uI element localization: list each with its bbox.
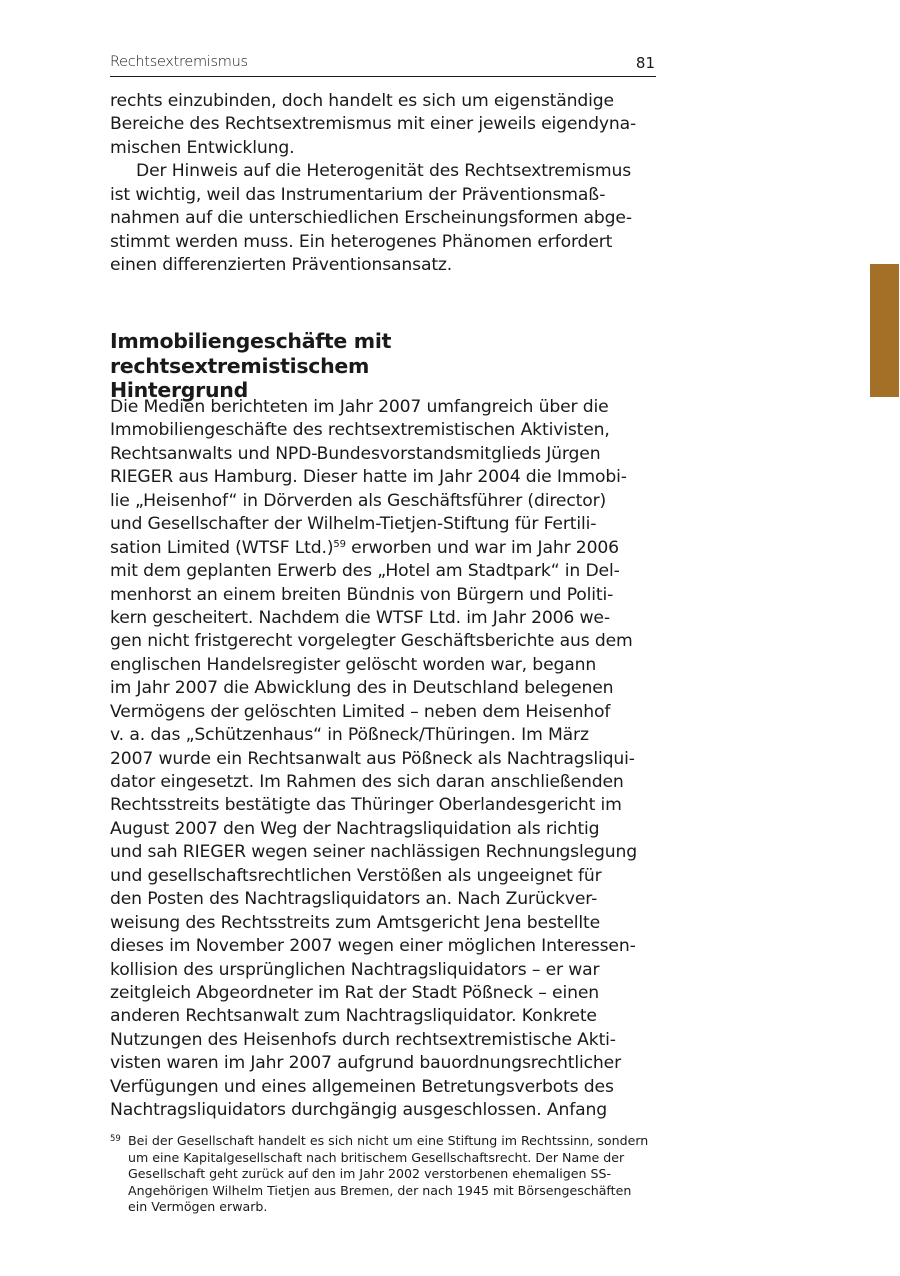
text-line: im Jahr 2007 die Abwicklung des in Deutschland belegenen bbox=[110, 678, 614, 699]
text-line: englischen Handelsregister gelöscht worden war, begann bbox=[110, 654, 597, 675]
text-line: und gesellschaftsrechtlichen Verstößen als ungeeignet für bbox=[110, 865, 602, 886]
section-heading-line: Hintergrund bbox=[110, 378, 248, 402]
intro-paragraphs bbox=[110, 90, 656, 278]
running-head-title: Rechtsextremismus bbox=[110, 54, 248, 70]
text-segment: sation Limited (WTSF Ltd.) bbox=[110, 537, 334, 558]
text-line: anderen Rechtsanwalt zum Nachtragsliquidator. Konkrete bbox=[110, 1006, 597, 1027]
section-heading bbox=[110, 329, 656, 403]
text-line bbox=[110, 537, 656, 560]
text-line: menhorst an einem breiten Bündnis von Bürgern und Politi- bbox=[110, 584, 614, 605]
text-line: Rechtsstreits bestätigte das Thüringer Oberlandesgericht im bbox=[110, 795, 622, 816]
text-line: August 2007 den Weg der Nachtragsliquidation als richtig bbox=[110, 818, 600, 839]
text-line: Nutzungen des Heisenhofs durch rechtsextremistische Akti- bbox=[110, 1029, 616, 1050]
footnote bbox=[110, 1133, 656, 1216]
chapter-thumb-tab bbox=[870, 264, 899, 397]
text-line: zeitgleich Abgeordneter im Rat der Stadt Pößneck – einen bbox=[110, 982, 599, 1003]
text-line: Verfügungen und eines allgemeinen Betretungsverbots des bbox=[110, 1076, 614, 1097]
footnote-reference[interactable]: 59 bbox=[333, 538, 346, 550]
footnote-line: um eine Kapitalgesellschaft nach britischem Gesellschaftsrecht. Der Name der bbox=[128, 1149, 625, 1165]
footnote-line: Gesellschaft geht zurück auf den im Jahr 2002 verstorbenen ehemaligen SS- bbox=[128, 1166, 612, 1182]
text-line: Der Hinweis auf die Heterogenität des Rechtsextremismus bbox=[136, 161, 632, 182]
page-number: 81 bbox=[635, 54, 655, 72]
footnote-line: Angehörigen Wilhelm Tietjen aus Bremen, der nach 1945 mit Börsengeschäften bbox=[128, 1182, 632, 1198]
text-segment: erworben und war im Jahr 2006 bbox=[345, 537, 619, 558]
text-line: dieses im November 2007 wegen einer möglichen Interessen- bbox=[110, 936, 636, 957]
text-line: und sah RIEGER wegen seiner nachlässigen Rechnungslegung bbox=[110, 842, 638, 863]
text-line: ist wichtig, weil das Instrumentarium der Präventionsmaß- bbox=[110, 184, 606, 205]
footnote-marker: 59 bbox=[110, 1134, 121, 1144]
footnote-line bbox=[110, 1133, 656, 1150]
section-heading-line: Immobiliengeschäfte mit rechtsextremistischem bbox=[110, 329, 392, 378]
footnote-text: Bei der Gesellschaft handelt es sich nicht um eine Stiftung im Rechtssinn, sondern bbox=[128, 1133, 649, 1148]
section-paragraph bbox=[110, 396, 656, 1123]
text-line: Immobiliengeschäfte des rechtsextremistischen Aktivisten, bbox=[110, 420, 610, 441]
text-line: mischen Entwicklung. bbox=[110, 137, 295, 158]
text-line: mit dem geplanten Erwerb des „Hotel am Stadtpark“ in Del- bbox=[110, 561, 620, 582]
text-line: RIEGER aus Hamburg. Dieser hatte im Jahr 2004 die Immobi- bbox=[110, 467, 627, 488]
text-line: visten waren im Jahr 2007 aufgrund bauordnungsrechtlicher bbox=[110, 1053, 622, 1074]
text-line: kollision des ursprünglichen Nachtragsliquidators – er war bbox=[110, 959, 600, 980]
footnote-line: ein Vermögen erwarb. bbox=[128, 1199, 268, 1215]
text-line: kern gescheitert. Nachdem die WTSF Ltd. im Jahr 2006 we- bbox=[110, 607, 610, 628]
text-line: dator eingesetzt. Im Rahmen des sich daran anschließenden bbox=[110, 772, 624, 792]
text-line: gen nicht fristgerecht vorgelegter Geschäftsberichte aus dem bbox=[110, 631, 633, 652]
text-line: Rechtsanwalts und NPD-Bundesvorstandsmitglieds Jürgen bbox=[110, 443, 601, 464]
text-line: den Posten des Nachtragsliquidators an. Nach Zurückver- bbox=[110, 889, 598, 910]
text-line: Nachtragsliquidators durchgängig ausgeschlossen. Anfang bbox=[110, 1100, 608, 1121]
text-line: und Gesellschafter der Wilhelm-Tietjen-Stiftung für Fertili- bbox=[110, 514, 597, 535]
text-line: Vermögens der gelöschten Limited – neben dem Heisenhof bbox=[110, 701, 611, 722]
running-head bbox=[110, 54, 656, 77]
text-line: stimmt werden muss. Ein heterogenes Phänomen erfordert bbox=[110, 231, 613, 252]
text-line: v. a. das „Schützenhaus“ in Pößneck/Thüringen. Im März bbox=[110, 725, 589, 746]
text-line: rechts einzubinden, doch handelt es sich um eigenständige bbox=[110, 91, 614, 111]
text-line: Bereiche des Rechtsextremismus mit einer jeweils eigendyna- bbox=[110, 114, 637, 135]
text-line: 2007 wurde ein Rechtsanwalt aus Pößneck als Nachtragsliqui- bbox=[110, 748, 635, 769]
text-line: einen differenzierten Präventionsansatz. bbox=[110, 255, 453, 276]
text-line: weisung des Rechtsstreits zum Amtsgericht Jena bestellte bbox=[110, 912, 601, 933]
text-line: Die Medien berichteten im Jahr 2007 umfangreich über die bbox=[110, 397, 609, 417]
text-line: lie „Heisenhof“ in Dörverden als Geschäftsführer (director) bbox=[110, 490, 607, 511]
text-line: nahmen auf die unterschiedlichen Erscheinungsformen abge- bbox=[110, 208, 632, 229]
